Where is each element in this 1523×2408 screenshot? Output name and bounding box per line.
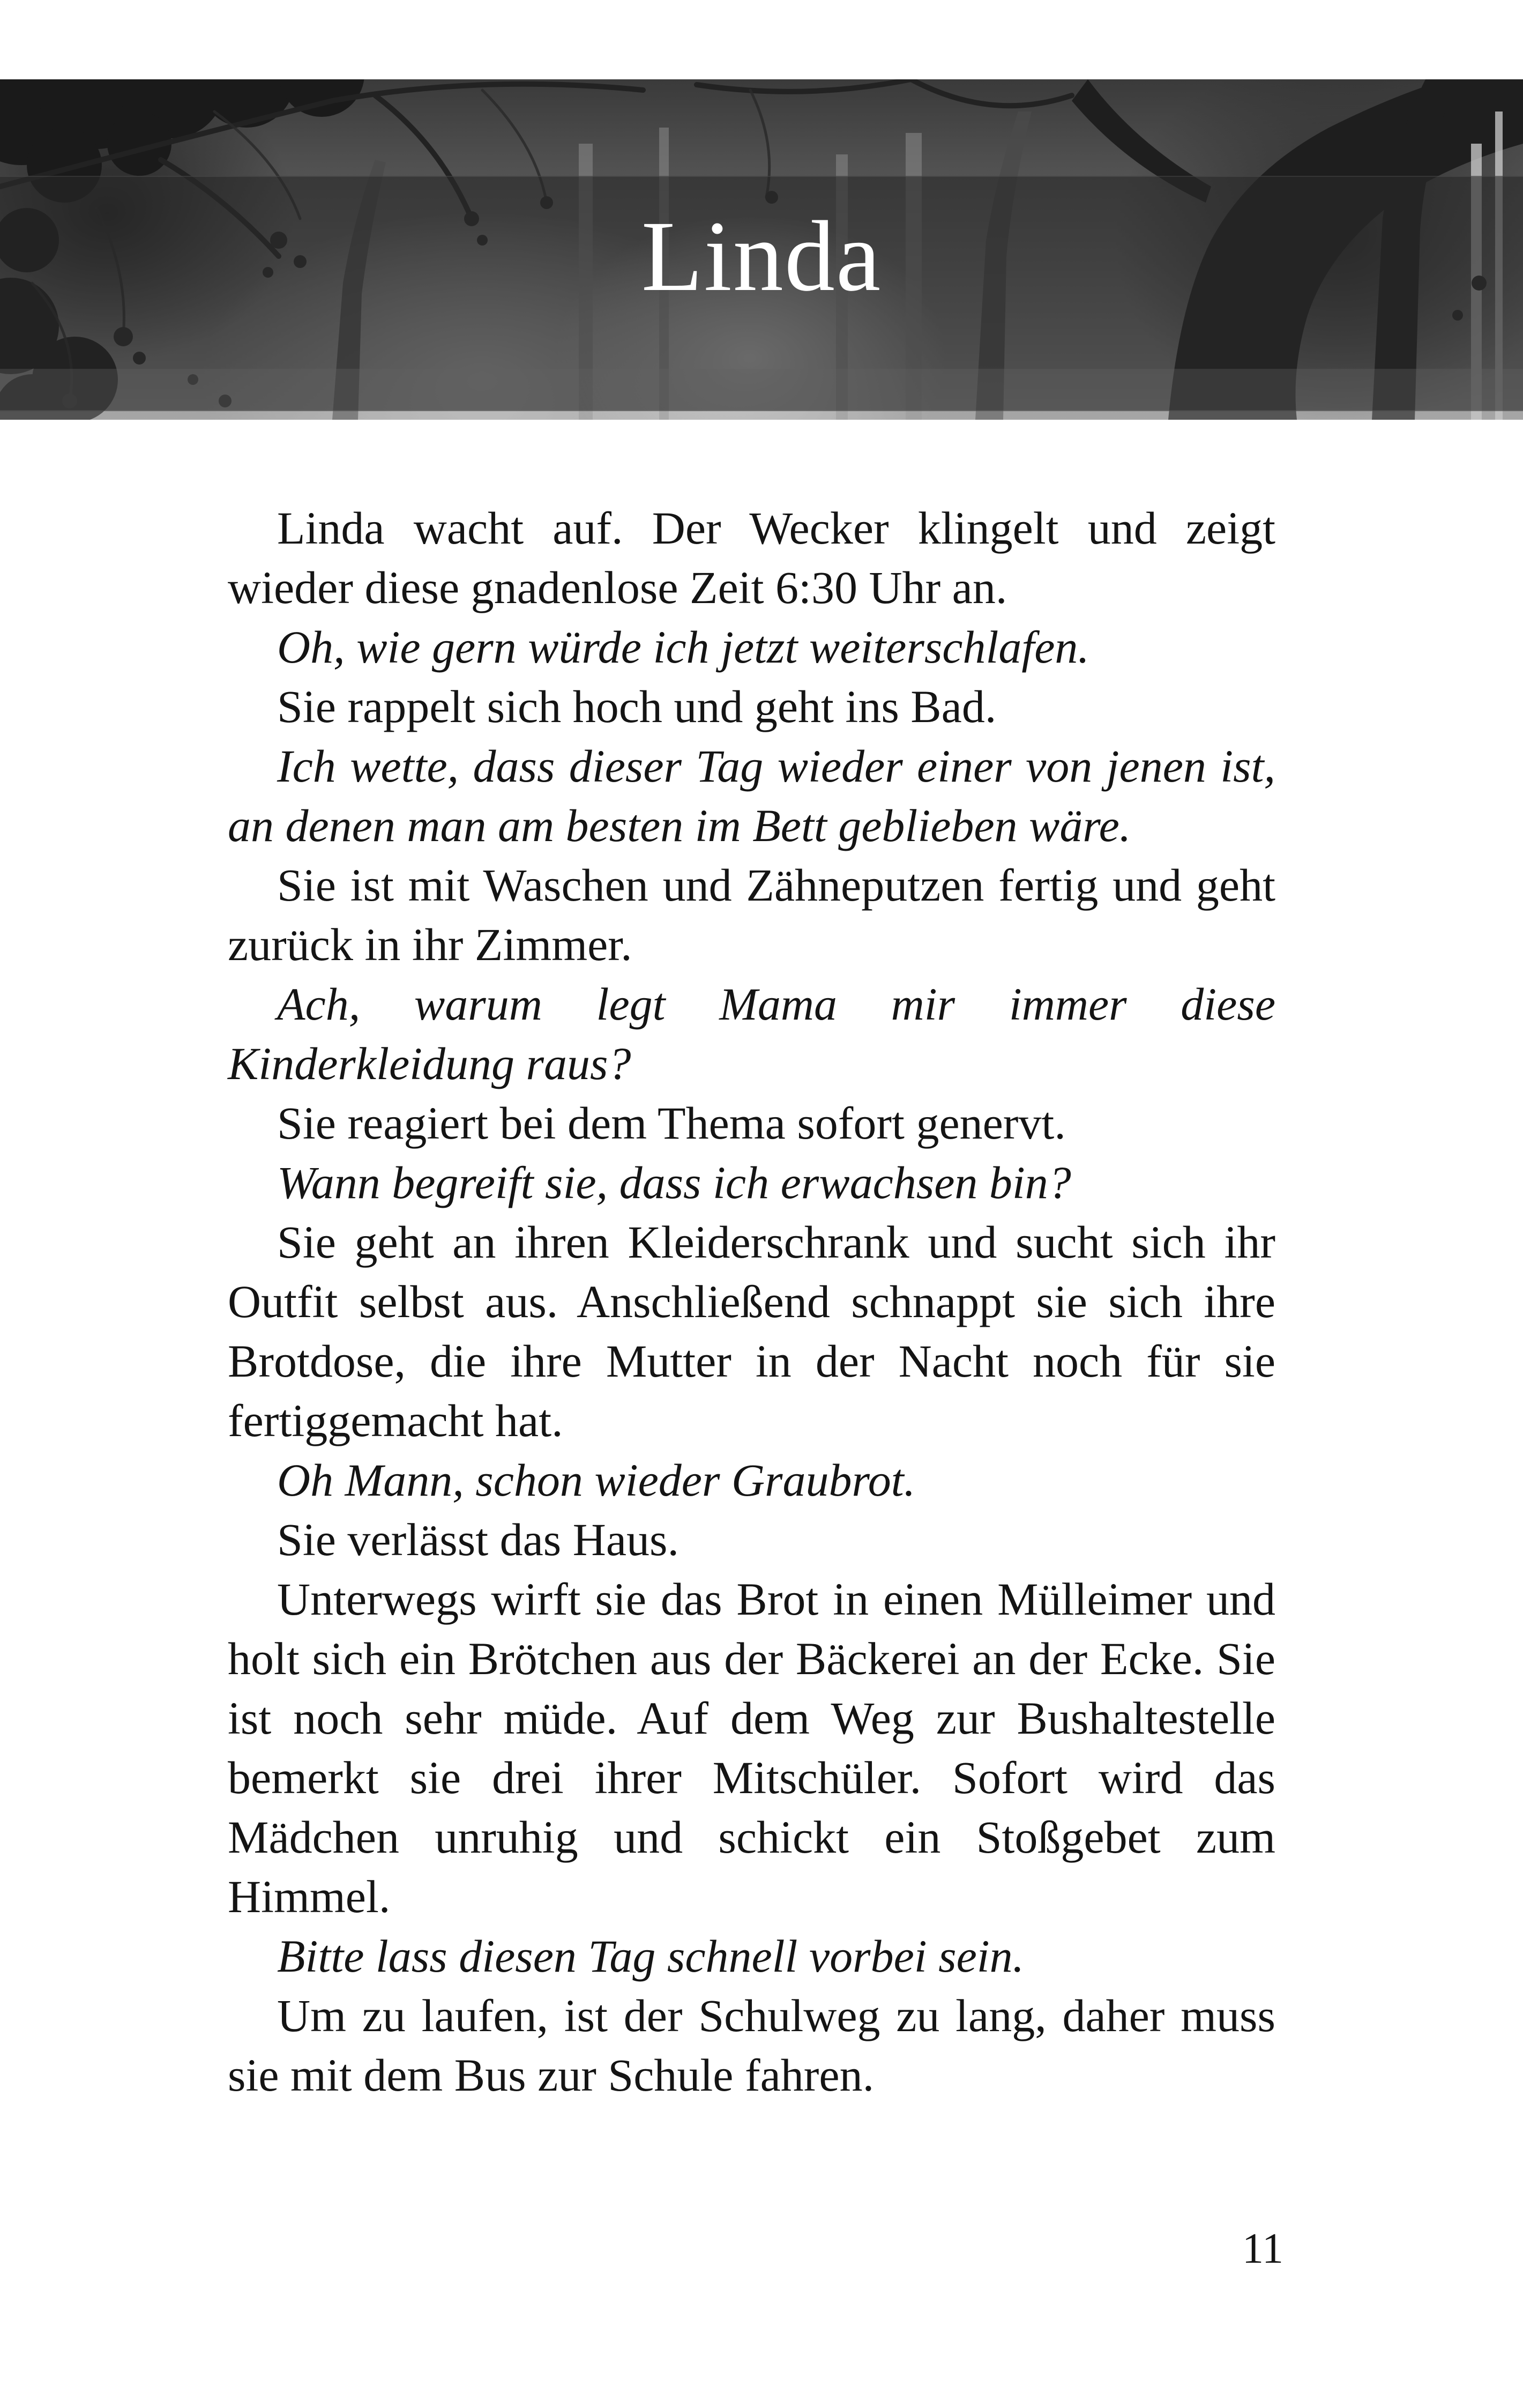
thought-paragraph: Ich wette, dass dieser Tag wieder einer von jenen ist, an denen man am besten im Bett geblieben wäre.	[228, 740, 1275, 851]
thought-paragraph: Ach, warum legt Mama mir immer diese Kinderkleidung raus?	[228, 978, 1275, 1089]
paragraph: Linda wacht auf. Der Wecker klingelt und zeigt wieder diese gnadenlose Zeit 6:30 Uhr an.	[228, 502, 1275, 613]
thought-paragraph: Bitte lass diesen Tag schnell vorbei sein.	[277, 1930, 1025, 1982]
chapter-text	[228, 499, 1275, 2105]
thought-paragraph: Wann begreift sie, dass ich erwachsen bin?	[277, 1157, 1071, 1208]
paragraph: Unterwegs wirft sie das Brot in einen Mülleimer und holt sich ein Brötchen aus der Bäckerei an der Ecke. Sie ist noch sehr müde. Auf dem Weg zur Bushaltestelle bemerkt sie drei ihrer Mitschüler. Sofort wird das Mädchen unruhig und schickt ein Stoßgebet zum Himmel.	[228, 1573, 1275, 1922]
page-number: 11	[1242, 2225, 1283, 2272]
chapter-banner	[0, 79, 1523, 420]
paragraph: Um zu laufen, ist der Schulweg zu lang, daher muss sie mit dem Bus zur Schule fahren.	[228, 1990, 1275, 2101]
chapter-title: Linda	[641, 200, 882, 312]
thought-paragraph: Oh Mann, schon wieder Graubrot.	[277, 1454, 916, 1506]
paragraph: Sie verlässt das Haus.	[277, 1514, 679, 1565]
thought-paragraph: Oh, wie gern würde ich jetzt weiterschlafen.	[277, 621, 1089, 673]
paragraph: Sie reagiert bei dem Thema sofort genervt.	[277, 1097, 1066, 1149]
paragraph: Sie rappelt sich hoch und geht ins Bad.	[277, 681, 997, 732]
paragraph: Sie geht an ihren Kleiderschrank und sucht sich ihr Outfit selbst aus. Anschließend schnappt sie sich ihre Brotdose, die ihre Mutter in der Nacht noch für sie fertiggemacht hat.	[228, 1216, 1275, 1446]
paragraph: Sie ist mit Waschen und Zähneputzen fertig und geht zurück in ihr Zimmer.	[228, 859, 1275, 970]
